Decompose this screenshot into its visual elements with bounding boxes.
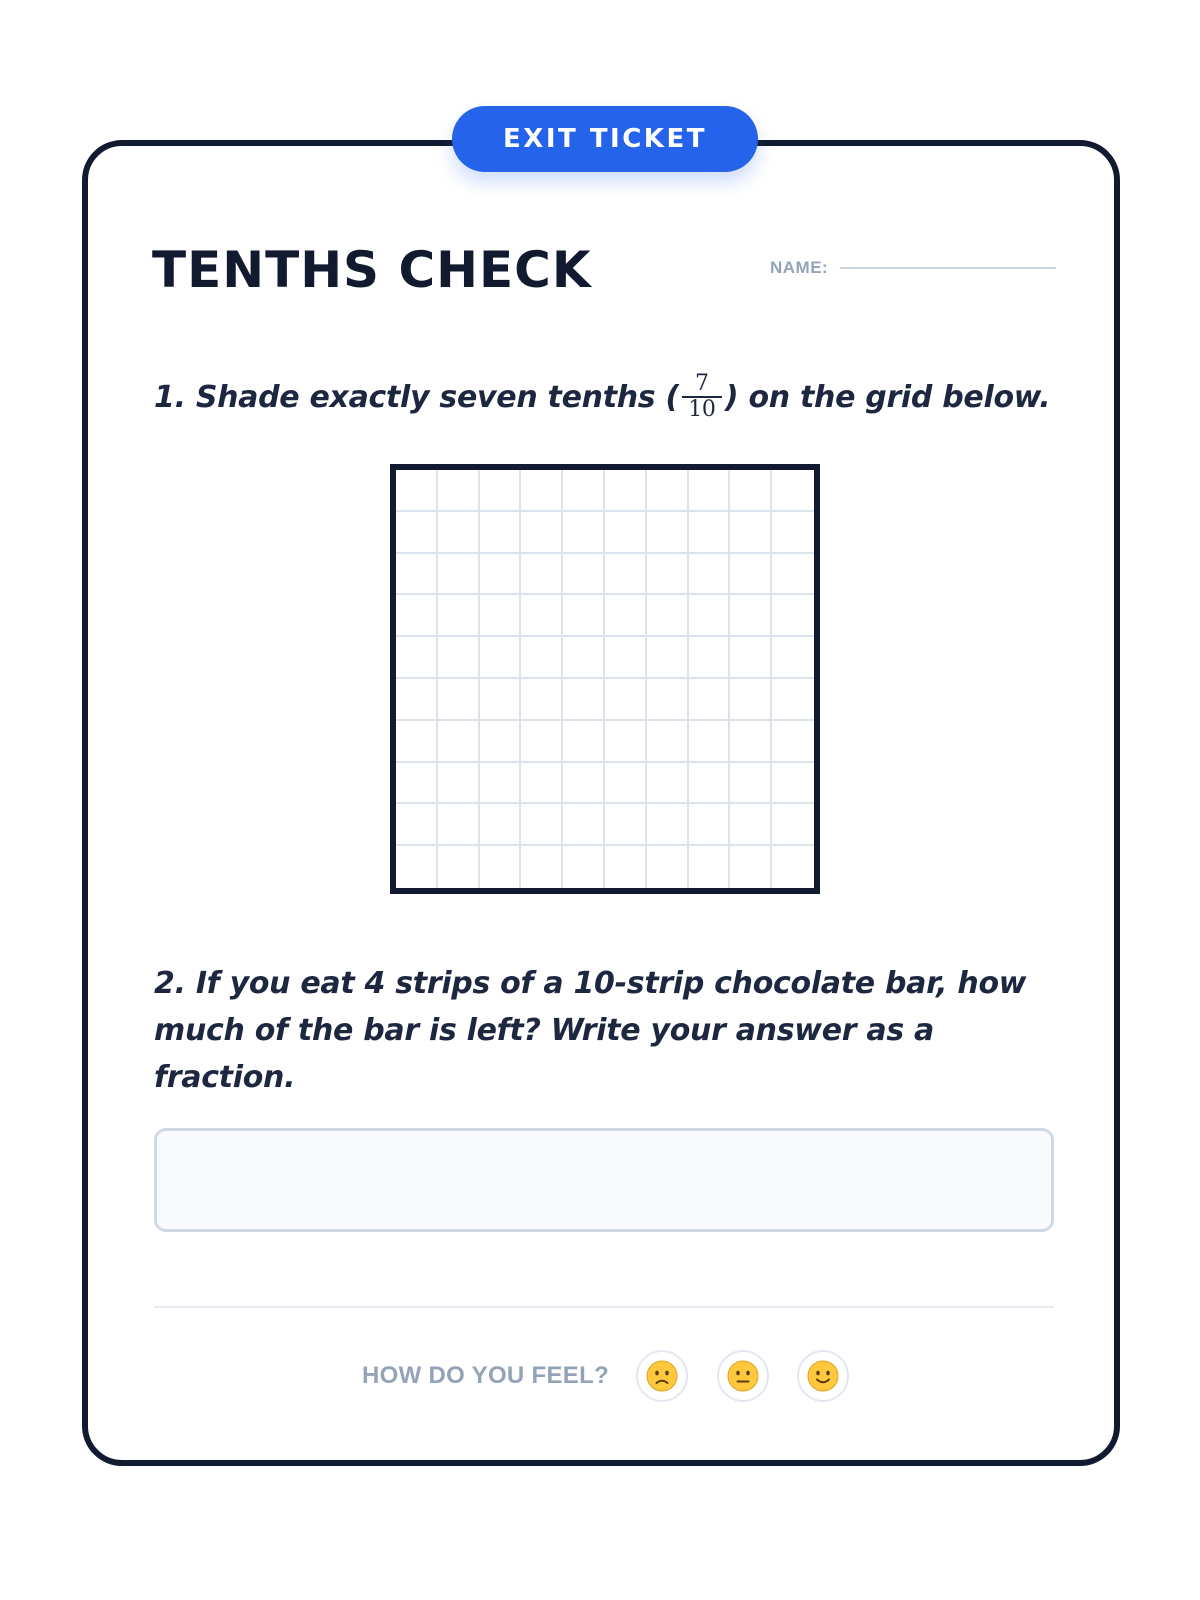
grid-cell[interactable] <box>605 595 647 637</box>
grid-cell[interactable] <box>563 512 605 554</box>
answer-input[interactable] <box>154 1128 1054 1232</box>
grid-cell[interactable] <box>521 470 563 512</box>
grid-cell[interactable] <box>689 804 731 846</box>
grid-cell[interactable] <box>772 763 814 805</box>
grid-cell[interactable] <box>730 637 772 679</box>
grid-cell[interactable] <box>521 637 563 679</box>
question-2: 2. If you eat 4 strips of a 10-strip chocolate bar, how much of the bar is left? Write your answer as a fraction. <box>154 966 1027 1095</box>
grid-cell[interactable] <box>605 679 647 721</box>
fraction-seven-tenths <box>682 372 722 422</box>
question-1-text-after: ) on the grid below. <box>724 379 1051 415</box>
grid-cell[interactable] <box>772 595 814 637</box>
grid-cell[interactable] <box>772 554 814 596</box>
grid-cell[interactable] <box>689 637 731 679</box>
grid-cell[interactable] <box>480 637 522 679</box>
neutral-face-button[interactable] <box>717 1350 769 1402</box>
grid-cell[interactable] <box>438 470 480 512</box>
grid-cell[interactable] <box>689 470 731 512</box>
page-title: TENTHS CHECK <box>152 241 592 299</box>
happy-face-button[interactable] <box>797 1350 849 1402</box>
grid-cell[interactable] <box>689 595 731 637</box>
grid-cell[interactable] <box>521 846 563 888</box>
grid-cell[interactable] <box>689 554 731 596</box>
grid-cell[interactable] <box>563 763 605 805</box>
grid-cell[interactable] <box>438 763 480 805</box>
grid-cell[interactable] <box>480 470 522 512</box>
divider <box>154 1306 1054 1308</box>
grid-cell[interactable] <box>396 721 438 763</box>
grid-cell[interactable] <box>689 721 731 763</box>
grid-cell[interactable] <box>521 512 563 554</box>
grid-cell[interactable] <box>521 721 563 763</box>
grid-cell[interactable] <box>396 763 438 805</box>
grid-cell[interactable] <box>689 763 731 805</box>
grid-cell[interactable] <box>772 846 814 888</box>
grid-cell[interactable] <box>480 512 522 554</box>
grid-cell[interactable] <box>772 470 814 512</box>
grid-cell[interactable] <box>647 554 689 596</box>
grid-cell[interactable] <box>605 804 647 846</box>
grid-cell[interactable] <box>730 595 772 637</box>
grid-cell[interactable] <box>396 554 438 596</box>
grid-cell[interactable] <box>689 512 731 554</box>
grid-cell[interactable] <box>480 554 522 596</box>
grid-cell[interactable] <box>396 637 438 679</box>
grid-cell[interactable] <box>772 512 814 554</box>
grid-cell[interactable] <box>772 804 814 846</box>
grid-cell[interactable] <box>521 679 563 721</box>
grid-cell[interactable] <box>647 763 689 805</box>
grid-cell[interactable] <box>647 679 689 721</box>
fraction-numerator: 7 <box>695 371 709 396</box>
grid-cell[interactable] <box>396 846 438 888</box>
grid-cell[interactable] <box>438 595 480 637</box>
grid-cell[interactable] <box>605 763 647 805</box>
sad-face-icon <box>646 1360 678 1392</box>
grid-cell[interactable] <box>563 595 605 637</box>
grid-cell[interactable] <box>396 470 438 512</box>
question-1 <box>154 372 1050 422</box>
grid-cell[interactable] <box>730 721 772 763</box>
grid-cell[interactable] <box>480 763 522 805</box>
grid-cell[interactable] <box>396 679 438 721</box>
grid-cell[interactable] <box>480 595 522 637</box>
grid-cell[interactable] <box>438 554 480 596</box>
grid-cell[interactable] <box>730 679 772 721</box>
name-field-line[interactable] <box>840 267 1056 269</box>
grid-cell[interactable] <box>396 595 438 637</box>
grid-cell[interactable] <box>396 804 438 846</box>
grid-cell[interactable] <box>521 554 563 596</box>
grid-cell[interactable] <box>605 512 647 554</box>
grid-cell[interactable] <box>647 512 689 554</box>
question-1-text-before: 1. Shade exactly seven tenths ( <box>154 379 679 415</box>
grid-cell[interactable] <box>563 846 605 888</box>
grid-cell[interactable] <box>605 554 647 596</box>
grid-cell[interactable] <box>480 679 522 721</box>
grid-cell[interactable] <box>480 846 522 888</box>
grid-cell[interactable] <box>605 637 647 679</box>
grid-cell[interactable] <box>605 470 647 512</box>
grid-cell[interactable] <box>689 846 731 888</box>
grid-cell[interactable] <box>438 804 480 846</box>
grid-cell[interactable] <box>438 721 480 763</box>
happy-face-icon <box>807 1360 839 1392</box>
grid-cell[interactable] <box>480 721 522 763</box>
grid-cell[interactable] <box>438 512 480 554</box>
grid-cell[interactable] <box>563 679 605 721</box>
grid-cell[interactable] <box>521 763 563 805</box>
grid-cell[interactable] <box>563 470 605 512</box>
grid-cell[interactable] <box>647 721 689 763</box>
grid-cell[interactable] <box>772 679 814 721</box>
grid-cell[interactable] <box>563 804 605 846</box>
grid-cell[interactable] <box>647 804 689 846</box>
grid-cell[interactable] <box>438 846 480 888</box>
name-label: NAME: <box>770 258 829 277</box>
sad-face-button[interactable] <box>636 1350 688 1402</box>
grid-cell[interactable] <box>396 512 438 554</box>
hundredths-grid <box>390 464 820 894</box>
fraction-denominator: 10 <box>688 397 716 422</box>
feeling-prompt: HOW DO YOU FEEL? <box>362 1362 610 1389</box>
grid-cell[interactable] <box>772 637 814 679</box>
grid-cell[interactable] <box>647 846 689 888</box>
grid-cell[interactable] <box>730 512 772 554</box>
grid-cell[interactable] <box>480 804 522 846</box>
grid-cell[interactable] <box>730 846 772 888</box>
grid-cell[interactable] <box>563 554 605 596</box>
grid-cell[interactable] <box>521 804 563 846</box>
grid-cell[interactable] <box>605 721 647 763</box>
grid-cell[interactable] <box>438 637 480 679</box>
grid-cell[interactable] <box>730 763 772 805</box>
neutral-face-icon <box>727 1360 759 1392</box>
grid-cell[interactable] <box>647 637 689 679</box>
grid-cell[interactable] <box>563 637 605 679</box>
grid-cell[interactable] <box>563 721 605 763</box>
grid-cell[interactable] <box>605 846 647 888</box>
grid-cell[interactable] <box>647 470 689 512</box>
grid-cell[interactable] <box>689 679 731 721</box>
grid-cell[interactable] <box>772 721 814 763</box>
grid-cell[interactable] <box>730 470 772 512</box>
exit-ticket-badge: EXIT TICKET <box>452 106 758 172</box>
grid-cell[interactable] <box>521 595 563 637</box>
grid-cell[interactable] <box>730 554 772 596</box>
grid-cell[interactable] <box>438 679 480 721</box>
grid-cell[interactable] <box>647 595 689 637</box>
grid-cell[interactable] <box>730 804 772 846</box>
